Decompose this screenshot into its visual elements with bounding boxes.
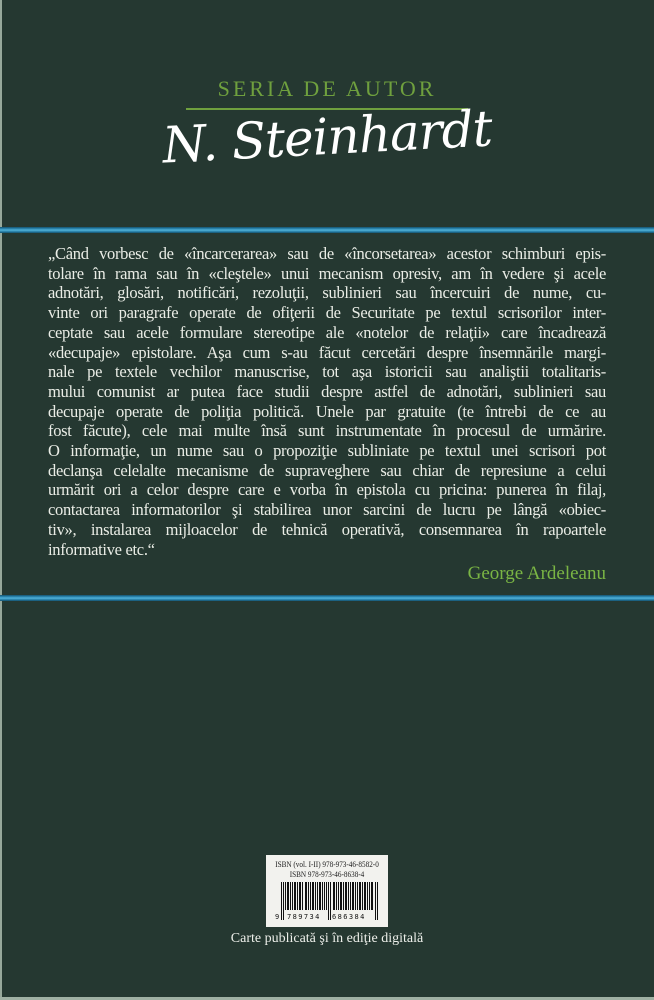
author-signature: N. Steinhardt <box>160 99 494 175</box>
quote-line: „Când vorbesc de «încarcerarea» sau de «încorsetarea» acestor schimburi epis- <box>48 244 606 263</box>
isbn-digital: ISBN 978-973-46-8638-4 <box>289 869 365 879</box>
quote-line: fost făcute), cele mai multe însă sunt instrumentate în procesul de urmărire. <box>48 421 606 441</box>
quote-attribution: George Ardeleanu <box>467 563 606 585</box>
quote-line: tiv», instalarea mijloacelor de tehnică operativă, consemnarea în rapoartele <box>48 519 606 539</box>
quote-line: declanşa celelalte mecanisme de supraveghere sau chiar de represiune a celui <box>48 460 606 480</box>
quote-line: vinte ori paragrafe operate de ofiţerii de Securitate pe textul scrisorilor inter- <box>48 303 606 323</box>
ean13-barcode <box>275 882 379 922</box>
barcode-right-digits: 686384 <box>332 913 366 921</box>
barcode-first-digit: 9 <box>275 913 280 921</box>
top-divider-rule <box>0 227 654 233</box>
barcode-left-digits: 789734 <box>287 913 321 921</box>
isbn-barcode-box <box>266 855 388 927</box>
quote-line: tolare în rama sau în «cleştele» unui mecanism opresiv, am în vedere şi acele <box>48 263 606 283</box>
quote-line: O informaţie, un nume sau o propoziţie subliniate pe textul unei scrisori pot <box>48 441 606 461</box>
quote-block <box>48 244 606 585</box>
quote-line: mului comunist ar putea face studii despre astfel de adnotări, sublinieri sau <box>48 381 606 401</box>
quote-line: «decupaje» epistolare. Aşa cum s-au făcut cercetări despre însemnările margi- <box>48 342 606 362</box>
isbn-vol-i-ii: ISBN (vol. I-II) 978-973-46-8582-0 <box>275 860 379 869</box>
series-label: SERIA DE AUTOR <box>217 76 437 101</box>
quote-line: nale pe textele vechilor manuscrise, tot aşa istoricii sau analiştii totalitaris- <box>48 362 606 382</box>
quote-line: urmărit ori a celor despre care e vorba în epistola cu pricina: punerea în filaj, <box>48 480 606 500</box>
quote-line: ceptate sau acele formulare stereotipe ale «notelor de relaţii» care încadrează <box>48 322 606 342</box>
quote-line: adnotări, glosări, notificări, rezoluţii, sublinieri sau încercuiri de nume, cu- <box>48 283 606 303</box>
quote-line: informative etc.“ <box>48 539 155 559</box>
isbn-lines <box>272 860 382 879</box>
digital-edition-note: Carte publicată şi în ediţie digitală <box>230 931 424 946</box>
bottom-divider-rule <box>0 595 654 601</box>
quote-line: contactarea informatorilor şi stabilirea unor sarcini de lucru pe lângă «obiec- <box>48 500 606 520</box>
quote-line: decupaje operate de poliţia politică. Unele par gratuite (te întrebi de ce au <box>48 401 606 421</box>
